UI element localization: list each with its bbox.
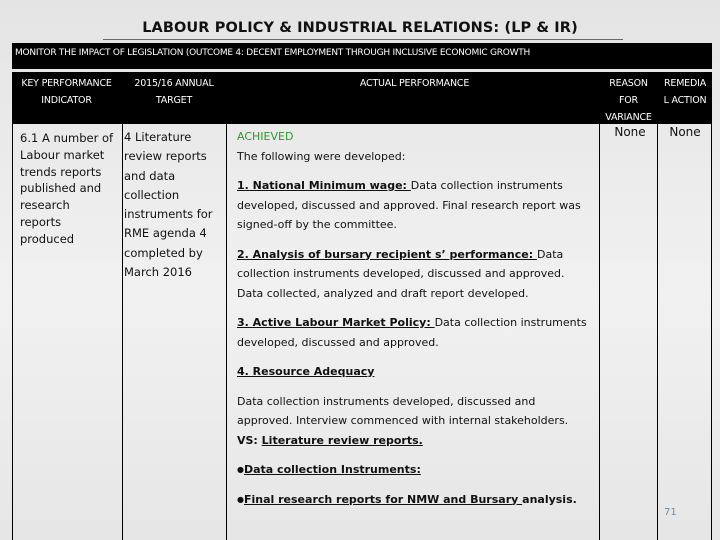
header-actual <box>228 75 601 92</box>
target-line: and data <box>124 168 176 183</box>
item2-text: Data <box>536 247 564 261</box>
bullet-final-reports-tail: analysis. <box>522 492 577 506</box>
item1-text: signed-off by the committee. <box>237 218 397 231</box>
bullet-icon: ● <box>237 465 244 474</box>
header-actual-line1: ACTUAL PERFORMANCE <box>359 78 470 89</box>
header-target-line2: TARGET <box>155 95 193 106</box>
header-kpi-line2: INDICATOR <box>41 95 92 106</box>
page-number: 71 <box>664 507 677 518</box>
kpi-line: reports <box>20 214 62 229</box>
target-line: review reports <box>124 149 207 164</box>
kpi-line: 6.1 A number of <box>20 131 114 145</box>
kpi-line: research <box>20 198 70 213</box>
target-line: March 2016 <box>124 265 192 280</box>
header-reason-line1: REASON <box>609 78 648 89</box>
header-reason-line2: FOR <box>619 95 638 106</box>
remedial-action-value: None <box>669 125 701 139</box>
item3-heading: 3. Active Labour Market Policy: <box>237 316 435 329</box>
bullet-icon: ● <box>237 494 244 504</box>
reason-for-variance-value: None <box>614 125 646 139</box>
item3-text: Data collection instruments <box>434 316 587 329</box>
target-cell <box>124 128 224 282</box>
table-border-right <box>711 72 712 540</box>
column-divider-3 <box>599 72 600 540</box>
vs-text: Literature review reports. <box>261 433 423 447</box>
item2-heading: 2. Analysis of bursary recipient s’ performance: <box>237 247 537 261</box>
item4-text: approved. Interview commenced with internal stakeholders. <box>237 414 569 427</box>
header-remedial-line1: REMEDIA <box>663 78 707 89</box>
kpi-line: Labour market <box>20 147 105 162</box>
target-line: RME agenda 4 <box>124 226 207 241</box>
target-line: completed by <box>124 245 203 260</box>
item2-text: Data collected, analyzed and draft report developed. <box>237 286 529 300</box>
kpi-line: published and <box>20 181 102 196</box>
item4-text: Data collection instruments developed, discussed and <box>237 394 536 408</box>
vs-label: VS: <box>237 433 262 447</box>
column-divider-2 <box>226 72 227 540</box>
target-line: collection <box>124 187 180 202</box>
outcome-band: MONITOR THE IMPACT OF LEGISLATION (OUTCOME 4: DECENT EMPLOYMENT THROUGH INCLUSIVE ECONOMIC GROWTH <box>12 43 712 69</box>
target-line: 4 Literature <box>124 130 192 144</box>
title-underline <box>103 39 623 40</box>
column-divider-4 <box>657 72 658 540</box>
table-header-row <box>12 72 712 124</box>
kpi-line: produced <box>20 231 75 246</box>
kpi-cell <box>20 130 116 248</box>
item2-text: collection instruments developed, discussed and approved. <box>237 267 565 280</box>
intro-text: The following were developed: <box>237 149 406 163</box>
table-border-left <box>12 72 13 540</box>
header-kpi <box>12 75 121 109</box>
header-target <box>124 75 224 109</box>
item4-heading: 4. Resource Adequacy <box>237 365 375 378</box>
column-divider-1 <box>122 72 123 540</box>
actual-performance-cell <box>237 127 597 509</box>
bullet-data-collection: Data collection Instruments: <box>243 463 421 476</box>
bullet-final-reports: Final research reports for NMW and Bursary <box>243 492 523 506</box>
header-remedial-line2: L ACTION <box>663 95 707 106</box>
header-reason <box>601 75 656 126</box>
item1-text: Data collection instruments <box>410 179 563 192</box>
status-achieved: ACHIEVED <box>237 130 294 143</box>
item1-heading: 1. National Minimum wage: <box>237 179 411 192</box>
header-reason-line3: VARIANCE <box>605 112 652 123</box>
target-line: instruments for <box>124 207 213 222</box>
item1-text: developed, discussed and approved. Final research report was <box>237 198 581 212</box>
header-kpi-line1: KEY PERFORMANCE <box>21 78 112 89</box>
header-target-line1: 2015/16 ANNUAL <box>134 78 214 89</box>
header-remedial <box>658 75 712 109</box>
item3-text: developed, discussed and approved. <box>237 335 439 349</box>
kpi-line: trends reports <box>20 164 102 179</box>
page-title: LABOUR POLICY & INDUSTRIAL RELATIONS: (LP & IR) <box>142 20 578 36</box>
